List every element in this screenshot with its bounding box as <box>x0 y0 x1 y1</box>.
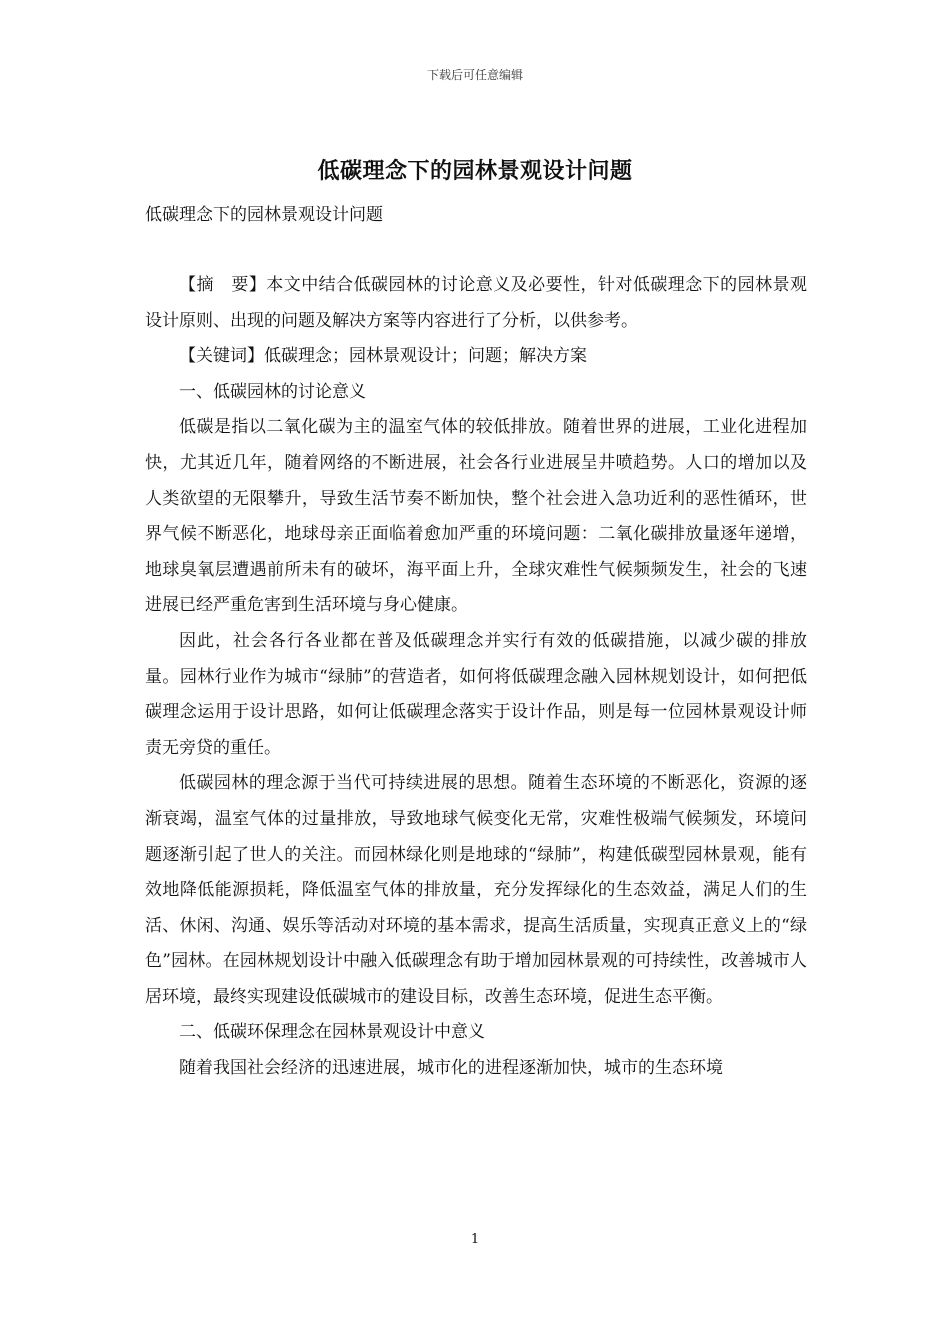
body-paragraph: 因此，社会各行各业都在普及低碳理念并实行有效的低碳措施，以减少碳的排放量。园林行业作为城市“绿肺”的营造者，如何将低碳理念融入园林规划设计，如何把低碳理念运用于设计思路，如何让低碳理念落实于设计作品，则是每一位园林景观设计师责无旁贷的重任。 <box>145 630 807 758</box>
header-note: 下载后可任意编辑 <box>426 68 523 82</box>
document-title: 低碳理念下的园林景观设计问题 <box>317 158 633 184</box>
body-paragraph: 随着我国社会经济的迅速进展，城市化的进程逐渐加快，城市的生态环境 <box>179 1058 723 1079</box>
abstract-paragraph: 【摘 要】本文中结合低碳园林的讨论意义及必要性，针对低碳理念下的园林景观设计原则、出现的问题及解决方案等内容进行了分析，以供参考。 <box>145 275 807 331</box>
document-subtitle: 低碳理念下的园林景观设计问题 <box>145 205 383 225</box>
section-heading-2: 二、低碳环保理念在园林景观设计中意义 <box>179 1022 485 1043</box>
keywords-paragraph: 【关键词】低碳理念；园林景观设计；问题；解决方案 <box>179 346 587 367</box>
document-body <box>145 268 807 1087</box>
body-paragraph: 低碳园林的理念源于当代可持续进展的思想。随着生态环境的不断恶化，资源的逐渐衰竭，温室气体的过量排放，导致地球气候变化无常，灾难性极端气候频发，环境问题逐渐引起了世人的关注。而园林绿化则是地球的“绿肺”，构建低碳型园林景观，能有效地降低能源损耗，降低温室气体的排放量，充分发挥绿化的生态效益，满足人们的生活、休闲、沟通、娱乐等活动对环境的基本需求，提高生活质量，实现真正意义上的“绿色”园林。在园林规划设计中融入低碳理念有助于增加园林景观的可持续性，改善城市人居环境，最终实现建设低碳城市的建设目标，改善生态环境，促进生态平衡。 <box>145 773 807 1007</box>
page-number: 1 <box>470 1232 480 1247</box>
section-heading-1: 一、低碳园林的讨论意义 <box>179 381 366 402</box>
body-paragraph: 低碳是指以二氧化碳为主的温室气体的较低排放。随着世界的进展，工业化进程加快，尤其近几年，随着网络的不断进展，社会各行业进展呈井喷趋势。人口的增加以及人类欲望的无限攀升，导致生活节奏不断加快，整个社会进入急功近利的恶性循环，世界气候不断恶化，地球母亲正面临着愈加严重的环境问题：二氧化碳排放量逐年递增，地球臭氧层遭遇前所未有的破坏，海平面上升，全球灾难性气候频频发生，社会的飞速进展已经严重危害到生活环境与身心健康。 <box>145 417 807 616</box>
